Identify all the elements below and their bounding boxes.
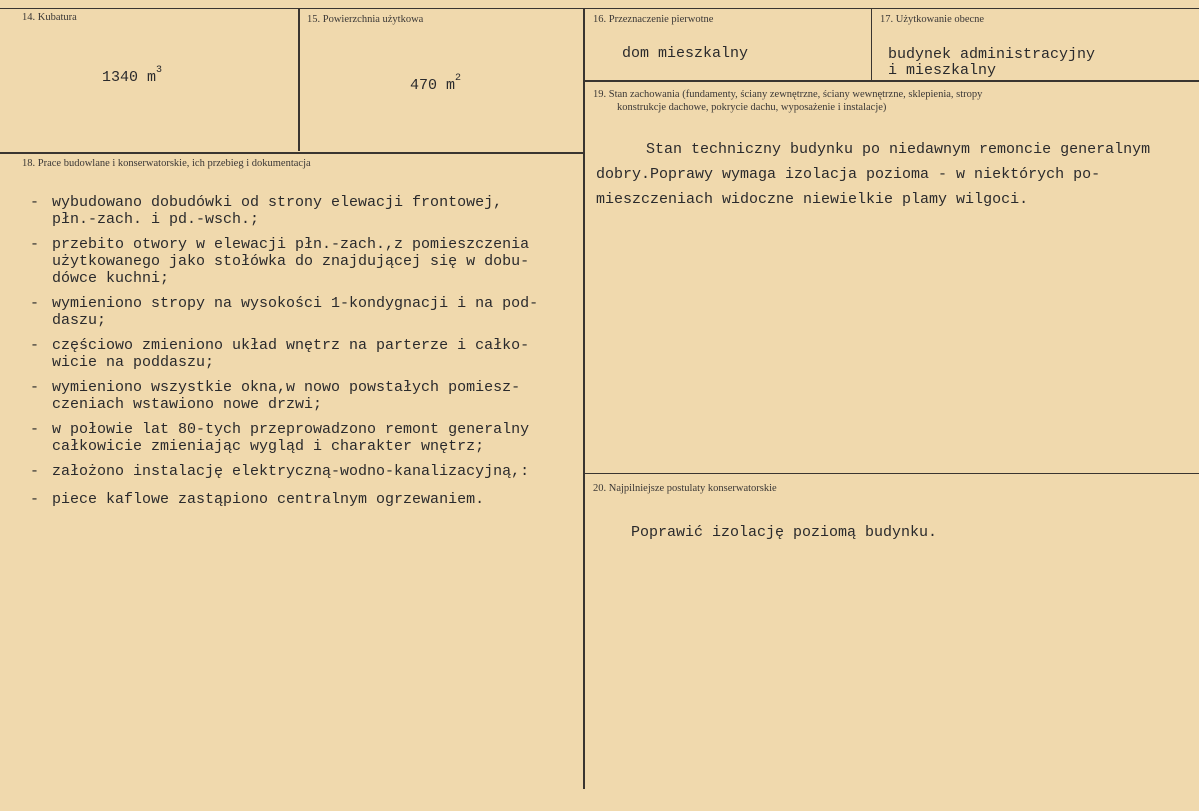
field-15-exponent: 2 bbox=[455, 73, 462, 84]
field-19-text-line3: mieszczeniach widoczne niewielkie plamy wilgoci. bbox=[596, 191, 1029, 208]
list-item-line: dówce kuchni; bbox=[52, 270, 170, 287]
field-18-label: 18. Prace budowlane i konserwatorskie, ich przebieg i dokumentacja bbox=[22, 158, 311, 169]
list-item-line: daszu; bbox=[52, 312, 107, 329]
list-item-dash: - bbox=[30, 463, 40, 480]
list-item-line: wymieniono stropy na wysokości 1-kondygnacji i na pod- bbox=[52, 295, 539, 312]
list-item-line: założono instalację elektryczną-wodno-kanalizacyjną,: bbox=[52, 463, 530, 480]
field-19-text-line1: Stan techniczny budynku po niedawnym remoncie generalnym bbox=[646, 141, 1151, 158]
list-item-line: częściowo zmieniono układ wnętrz na parterze i całko- bbox=[52, 337, 530, 354]
right-rule-19 bbox=[584, 80, 1199, 82]
list-item-line: wicie na poddaszu; bbox=[52, 354, 215, 371]
field-17-label: 17. Użytkowanie obecne bbox=[880, 14, 985, 25]
field-20-value: Poprawić izolację poziomą budynku. bbox=[631, 524, 938, 541]
list-item-line: czeniach wstawiono nowe drzwi; bbox=[52, 396, 323, 413]
list-item-line: przebito otwory w elewacji płn.-zach.,z pomieszczenia bbox=[52, 236, 530, 253]
field-17-value-line2: i mieszkalny bbox=[888, 62, 997, 79]
list-item-dash: - bbox=[30, 491, 40, 508]
list-item-line: użytkowanego jako stołówka do znajdującej się w dobu- bbox=[52, 253, 530, 270]
list-item-line: piece kaflowe zastąpiono centralnym ogrzewaniem. bbox=[52, 491, 485, 508]
list-item-line: w połowie lat 80-tych przeprowadzono remont generalny bbox=[52, 421, 530, 438]
right-rule-20 bbox=[584, 473, 1199, 474]
list-item-line: wymieniono wszystkie okna,w nowo powstałych pomiesz- bbox=[52, 379, 521, 396]
field-17-value-line1: budynek administracyjny bbox=[888, 46, 1096, 63]
field-15-label: 15. Powierzchnia użytkowa bbox=[307, 14, 424, 25]
divider-16-17 bbox=[871, 8, 872, 80]
field-19-label-line2: konstrukcje dachowe, pokrycie dachu, wyposażenie i instalacje) bbox=[617, 102, 887, 113]
list-item-dash: - bbox=[30, 236, 40, 253]
list-item-line: całkowicie zmieniając wygląd i charakter wnętrz; bbox=[52, 438, 485, 455]
field-15-number: 470 m bbox=[410, 77, 456, 94]
field-20-label: 20. Najpilniejsze postulaty konserwatorskie bbox=[593, 483, 777, 494]
field-19-label-line1: 19. Stan zachowania (fundamenty, ściany zewnętrzne, ściany wewnętrzne, sklepienia, stropy bbox=[593, 89, 983, 100]
list-item-line: płn.-zach. i pd.-wsch.; bbox=[52, 211, 260, 228]
field-18-list bbox=[30, 0, 590, 811]
list-item-dash: - bbox=[30, 337, 40, 354]
list-item-dash: - bbox=[30, 379, 40, 396]
field-16-label: 16. Przeznaczenie pierwotne bbox=[593, 14, 714, 25]
list-item-dash: - bbox=[30, 194, 40, 211]
field-14-label: 14. Kubatura bbox=[22, 12, 77, 23]
field-14-exponent: 3 bbox=[156, 65, 163, 76]
field-16-value: dom mieszkalny bbox=[622, 45, 749, 62]
list-item-dash: - bbox=[30, 421, 40, 438]
list-item-dash: - bbox=[30, 295, 40, 312]
field-19-text-line2: dobry.Poprawy wymaga izolacja pozioma - w niektórych po- bbox=[596, 166, 1101, 183]
field-14-number: 1340 m bbox=[102, 69, 157, 86]
list-item-line: wybudowano dobudówki od strony elewacji frontowej, bbox=[52, 194, 503, 211]
